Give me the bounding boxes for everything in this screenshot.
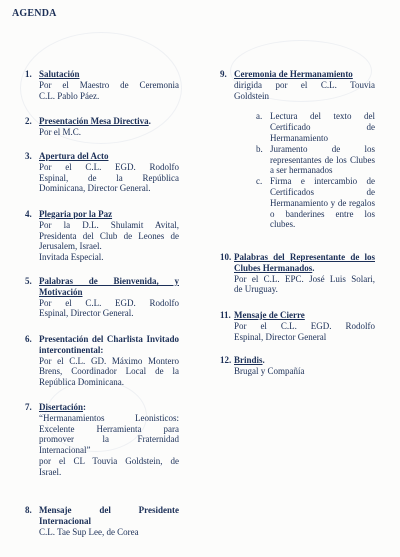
item-body-line: Por el C.L. GD. Máximo Montero <box>39 355 179 366</box>
item-body-line: Por el C.L. EGD. Rodolfo <box>39 161 179 172</box>
agenda-item <box>25 116 179 138</box>
item-title <box>39 116 179 127</box>
item-title-text: Palabras de Bienvenida, y Motivación <box>39 276 179 297</box>
sub-item-letter: c. <box>256 176 263 187</box>
item-title <box>39 69 179 80</box>
item-body-line: República Dominicana. <box>39 377 124 388</box>
item-title-text: Ceremonia de Hermanamiento <box>234 69 353 79</box>
agenda-item <box>220 69 375 230</box>
sub-item <box>256 111 375 143</box>
item-number: 11. <box>220 310 231 320</box>
sub-list <box>256 111 375 230</box>
item-number: 8. <box>25 505 32 515</box>
agenda-item <box>220 355 375 377</box>
item-body-line: Espinal, Director General <box>234 331 327 342</box>
sub-item-text: Juramento de los representantes de los Clubes a ser hermanados <box>270 143 375 176</box>
item-title <box>39 151 179 162</box>
agenda-item <box>25 505 179 537</box>
item-title-text: Mensaje de Cierre <box>234 310 305 320</box>
item-number: 9. <box>220 69 227 79</box>
item-number: 5. <box>25 276 32 286</box>
sub-item-text: Firma e intercambio de Certificados de Hermanamiento y de regalos o banderines entre los clubes. <box>270 176 375 230</box>
item-body-line: C.L. Pablo Páez. <box>39 90 100 101</box>
agenda-item <box>25 209 179 263</box>
item-body-line: de Uruguay. <box>234 284 278 295</box>
item-body-line: Espinal, de la República <box>39 172 179 183</box>
item-body-line: Goldstein <box>234 90 269 101</box>
item-title <box>39 334 179 356</box>
agenda-item <box>220 310 375 342</box>
agenda-item <box>220 252 375 295</box>
sub-item-letter: b. <box>256 143 263 154</box>
item-title <box>39 276 179 298</box>
item-title-suffix: : <box>83 402 86 412</box>
agenda-item <box>25 69 179 101</box>
item-body-line: Excelente Herramienta para <box>39 423 179 434</box>
item-title-text: Brindis <box>234 355 263 365</box>
item-body-line: “Hermanamientos Leonisticos: <box>39 412 179 423</box>
item-body-line: Por el C.L. EGD. Rodolfo <box>234 320 375 331</box>
item-body-line: por el CL Touvia Goldstein, de <box>39 455 179 466</box>
item-title <box>234 69 375 80</box>
item-number: 1. <box>25 69 32 79</box>
agenda-item <box>25 334 179 388</box>
item-body-line: Por el C.L. EGD. Rodolfo <box>39 297 179 308</box>
item-body-line: Espinal, Director General. <box>39 308 134 319</box>
item-body-line: Brugal y Compañía <box>234 365 305 376</box>
item-title-suffix: . <box>312 262 315 273</box>
item-number: 2. <box>25 116 32 126</box>
item-title-text: Palabras del Representante de los Clubes Hermanados <box>234 252 375 273</box>
item-body-line: Jerusalem, Israel. <box>39 241 102 252</box>
item-body-line: C.L. Tae Sup Lee, de Corea <box>39 526 139 537</box>
item-body-line: Por el C.L. EPC. José Luis Solari, <box>234 273 375 284</box>
agenda-item <box>25 402 179 478</box>
item-number: 6. <box>25 334 32 344</box>
sub-item-text: Lectura del texto del Certificado de Hermanamiento <box>270 111 375 143</box>
item-title-text: Apertura del Acto <box>39 151 109 161</box>
item-title-suffix: . <box>148 116 151 126</box>
item-body-line: Por el M.C. <box>39 126 82 137</box>
item-body-line: Presidenta del Club de Leones de <box>39 230 179 241</box>
item-number: 4. <box>25 209 32 219</box>
item-body-line: Dominicana, Director General. <box>39 183 151 194</box>
item-body-line: Israel. <box>39 466 62 477</box>
item-title <box>234 310 375 321</box>
item-body-line: Por la D.L. Shulamit Avital, <box>39 219 179 230</box>
item-title <box>39 505 179 527</box>
item-number: 12. <box>220 355 232 365</box>
item-title <box>39 209 179 220</box>
item-body-line: Internacional” <box>39 445 91 456</box>
item-title-text: Plegaria por la Paz <box>39 209 113 219</box>
item-title-text: Presentación Mesa Directiva <box>39 116 149 126</box>
item-body-line: Invitada Especial. <box>39 252 104 263</box>
item-number: 10. <box>220 252 232 262</box>
item-body-line: Por el Maestro de Ceremonia <box>39 79 179 90</box>
sub-item <box>256 176 375 230</box>
item-body-line: dirigida por el C.L. Touvia <box>234 79 375 90</box>
item-title-suffix: . <box>262 355 265 365</box>
item-number: 3. <box>25 151 32 161</box>
sub-item <box>256 144 375 176</box>
item-title-text: Salutación <box>39 69 80 79</box>
item-number: 7. <box>25 402 32 412</box>
agenda-item <box>25 151 179 194</box>
item-body-line: promover la Fraternidad <box>39 434 179 445</box>
agenda-item <box>25 276 179 319</box>
item-title <box>39 402 179 413</box>
item-title <box>234 252 375 274</box>
agenda-heading: AGENDA <box>12 8 57 19</box>
item-title-text: Presentación del Charlista Invitado intercontinental: <box>39 334 179 355</box>
item-title-text: Mensaje del Presidente Internacional <box>39 505 179 526</box>
item-title <box>234 355 375 366</box>
item-body-line: Brens, Coordinador Local de la <box>39 366 179 377</box>
item-title-text: Disertación <box>39 402 83 412</box>
sub-item-letter: a. <box>256 111 263 122</box>
